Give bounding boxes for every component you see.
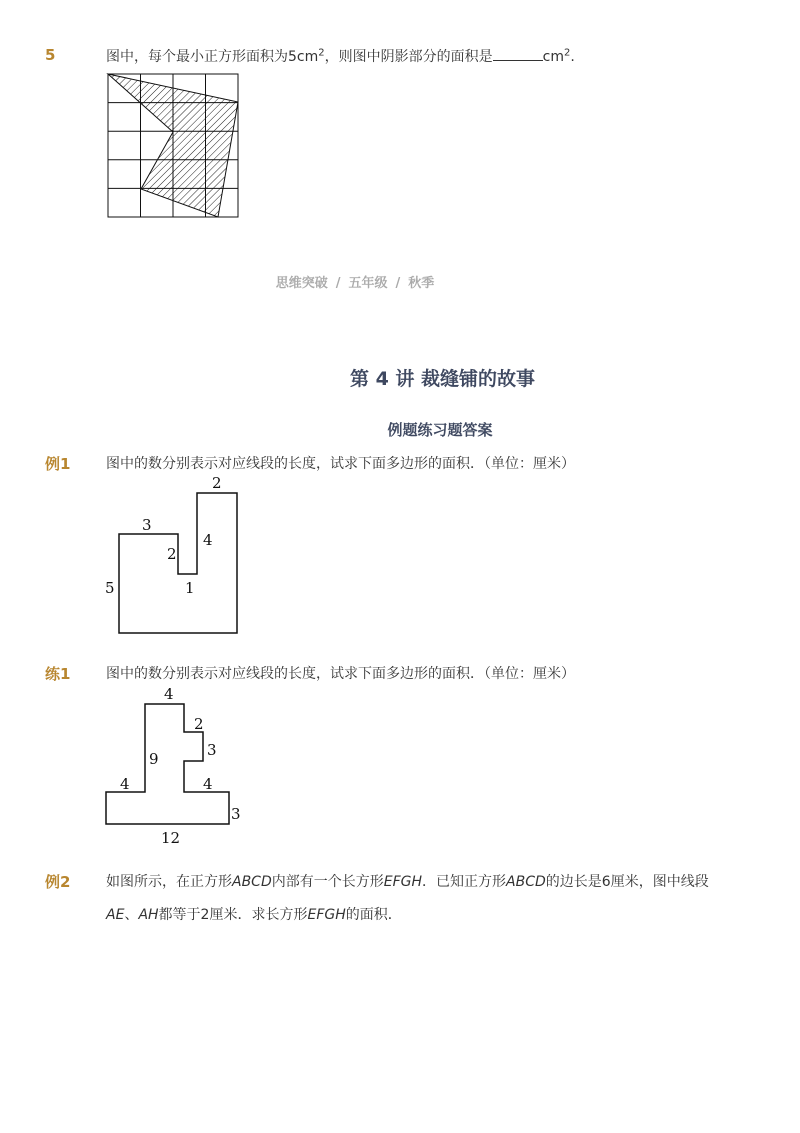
- ex2-text: 都等于2厘米．求长方形: [158, 907, 308, 923]
- length-label: 1: [185, 579, 195, 597]
- question-number: 5: [45, 46, 56, 64]
- ex2-text: 的边长是6厘米，图中线段: [545, 874, 709, 890]
- length-label: 4: [164, 685, 174, 703]
- length-label: 4: [203, 531, 213, 549]
- length-label: 2: [194, 715, 204, 733]
- ex2-var: AH: [138, 907, 159, 923]
- ex2-text: 内部有一个长方形: [271, 874, 384, 890]
- practice-text: 图中的数分别表示对应线段的长度，试求下面多边形的面积．（单位：厘米）: [106, 666, 575, 682]
- example-text: 图中的数分别表示对应线段的长度，试求下面多边形的面积．（单位：厘米）: [106, 456, 575, 472]
- length-label: 2: [167, 545, 177, 563]
- polygon-figure-1: [95, 470, 255, 640]
- practice-number: 练1: [45, 665, 71, 683]
- footer-separator: /: [335, 276, 341, 291]
- example-number: 例2: [45, 873, 71, 891]
- ex2-var: ABCD: [232, 874, 272, 890]
- length-label: 9: [149, 750, 159, 768]
- section-title: 例题练习题答案: [387, 421, 493, 439]
- q5-text-d: .: [570, 49, 575, 65]
- length-label: 3: [207, 741, 217, 759]
- example-number: 例1: [45, 455, 71, 473]
- q5-sup-a: 2: [318, 47, 325, 59]
- ex2-text: 、: [124, 907, 139, 923]
- length-label: 5: [105, 579, 115, 597]
- length-label: 2: [212, 474, 222, 492]
- ex2-text: ．已知正方形: [422, 874, 507, 890]
- question-text: [106, 46, 575, 66]
- lecture-title: 第 4 讲 裁缝铺的故事: [349, 368, 536, 390]
- example-text-line1: [106, 871, 709, 891]
- footer-part1: 思维突破: [275, 276, 328, 291]
- grid-figure: [100, 66, 250, 226]
- answer-blank: [493, 48, 543, 61]
- ex2-var: EFGH: [307, 907, 346, 923]
- length-label: 4: [203, 775, 213, 793]
- q5-text-c: cm: [542, 49, 564, 65]
- ex2-text: 如图所示，在正方形: [106, 874, 232, 890]
- polygon-outline: [119, 493, 237, 633]
- ex2-var: ABCD: [506, 874, 546, 890]
- ex2-var: AE: [106, 907, 125, 923]
- polygon-figure-2: [95, 682, 255, 852]
- length-label: 12: [161, 829, 181, 847]
- ex2-var: EFGH: [383, 874, 423, 890]
- footer: [0, 272, 710, 291]
- q5-text-a: 图中，每个最小正方形面积为5cm: [106, 49, 319, 65]
- length-label: 3: [231, 805, 241, 823]
- footer-part3: 秋季: [408, 276, 435, 291]
- q5-text-b: ，则图中阴影部分的面积是: [324, 49, 493, 65]
- ex2-text: 的面积．: [345, 907, 402, 923]
- length-label: 3: [142, 516, 152, 534]
- example-text-line2: [106, 904, 402, 924]
- footer-part2: 五年级: [348, 276, 388, 291]
- q5-sup-b: 2: [563, 47, 571, 59]
- polygon-outline: [106, 704, 229, 824]
- footer-separator: /: [395, 276, 401, 291]
- length-label: 4: [120, 775, 130, 793]
